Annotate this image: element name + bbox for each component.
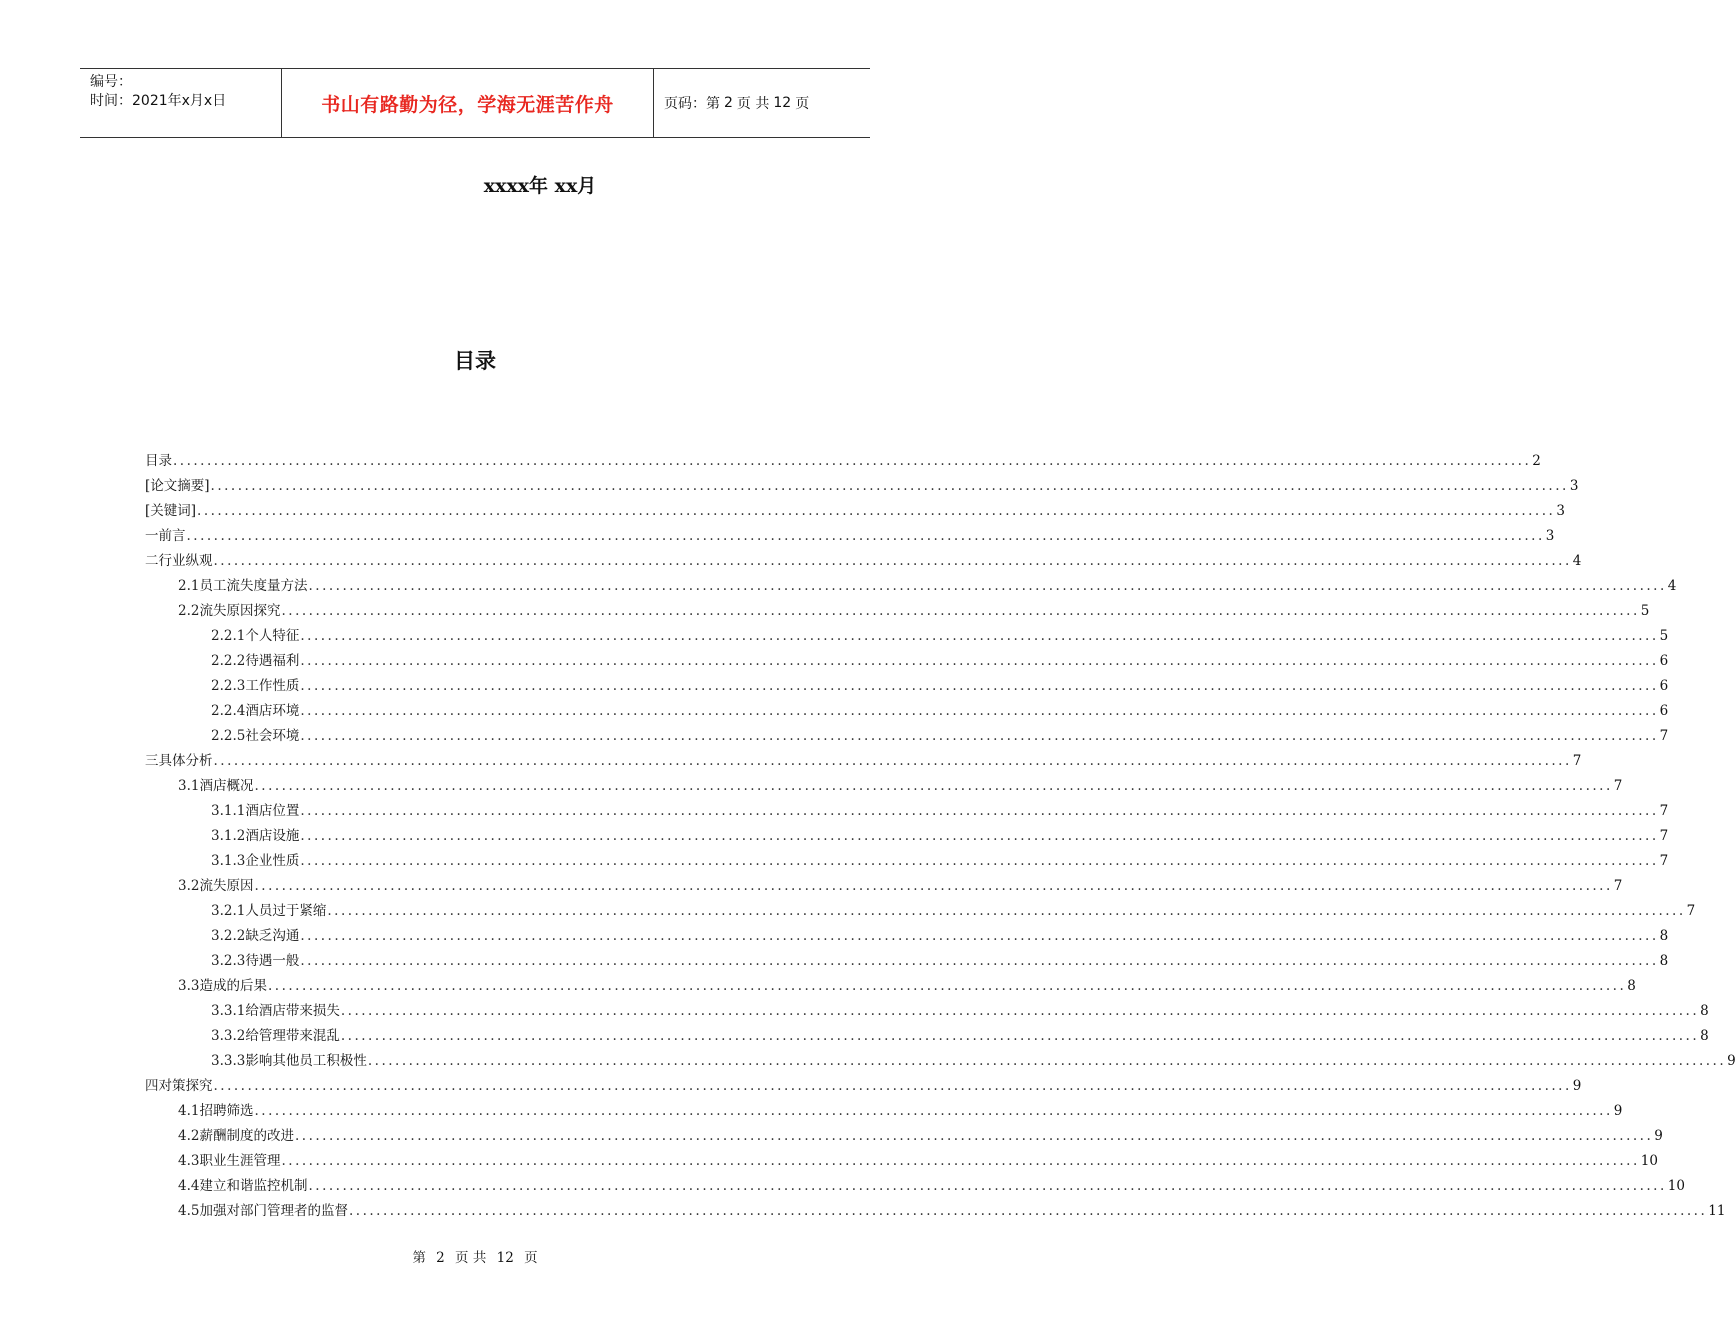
toc-leader-dots: ........................................................................................................................................................................................................ — [173, 453, 1532, 469]
toc-entry[interactable] — [145, 999, 1709, 1024]
toc-leader-dots: ........................................................................................................................................................................................................ — [213, 1078, 1572, 1094]
toc-entry-number: 4.4 — [178, 1178, 200, 1194]
toc-leader-dots: ........................................................................................................................................................................................................ — [254, 1103, 1613, 1119]
toc-entry-page: 7 — [1659, 828, 1669, 844]
toc-entry-page: 7 — [1659, 728, 1669, 744]
toc-leader-dots: ........................................................................................................................................................................................................ — [300, 853, 1659, 869]
toc-entry-page: 6 — [1659, 653, 1669, 669]
toc-entry-page: 6 — [1659, 703, 1669, 719]
toc-leader-dots: ........................................................................................................................................................................................................ — [300, 928, 1659, 944]
toc-entry-page: 4 — [1667, 578, 1677, 594]
toc-entry-number: 2.2.1 — [211, 628, 246, 644]
date-line: xxxx年 xx月 — [483, 175, 597, 197]
toc-entry-page: 3 — [1556, 503, 1565, 519]
toc-leader-dots: ........................................................................................................................................................................................................ — [340, 1003, 1700, 1019]
footer-prefix: 第 — [412, 1250, 426, 1266]
toc-entry[interactable] — [145, 724, 1669, 749]
toc-entry-number: 3.1.1 — [211, 803, 246, 819]
toc-entry-page: 8 — [1659, 953, 1669, 969]
toc-entry[interactable] — [145, 774, 1623, 799]
toc-entry-number: 3.1.3 — [211, 853, 246, 869]
toc-entry[interactable] — [145, 699, 1669, 724]
toc-entry-page: 7 — [1572, 753, 1582, 769]
toc-entry-page: 7 — [1686, 903, 1696, 919]
toc-entry[interactable] — [145, 1199, 1726, 1224]
toc-entry[interactable] — [145, 624, 1669, 649]
toc-entry-title: 酒店位置 — [245, 803, 300, 819]
page-footer — [0, 1246, 950, 1266]
toc-entry-number: 三 — [145, 753, 159, 769]
toc-entry-page: 5 — [1640, 603, 1650, 619]
toc-entry[interactable] — [145, 1049, 1736, 1074]
page-total: 12 — [773, 95, 792, 111]
toc-title: 目录 — [454, 349, 496, 373]
toc-leader-dots: ........................................................................................................................................................................................................ — [300, 953, 1659, 969]
toc-leader-dots: ........................................................................................................................................................................................................ — [213, 753, 1572, 769]
toc-entry-title: 目录 — [145, 453, 172, 469]
toc-entry[interactable] — [145, 749, 1582, 774]
toc-entry[interactable] — [145, 474, 1579, 499]
page-prefix: 页码：第 — [664, 96, 720, 112]
toc-entry-title: 待遇福利 — [245, 653, 300, 669]
toc-entry-title: 影响其他员工积极性 — [245, 1053, 367, 1069]
toc-leader-dots: ........................................................................................................................................................................................................ — [186, 528, 1545, 544]
toc-entry-title: 流失原因 — [199, 878, 254, 894]
toc-entry-page: 9 — [1613, 1103, 1623, 1119]
toc-entry-page: 11 — [1708, 1203, 1726, 1219]
toc-entry-title: 企业性质 — [245, 853, 300, 869]
toc-entry-title: 员工流失度量方法 — [199, 578, 308, 594]
toc-entry-number: 2.2.3 — [211, 678, 246, 694]
toc-entry-title: 造成的后果 — [199, 978, 267, 994]
toc-entry[interactable] — [145, 649, 1669, 674]
toc-leader-dots: ........................................................................................................................................................................................................ — [300, 703, 1659, 719]
toc-entry-number: 4.1 — [178, 1103, 200, 1119]
toc-entry[interactable] — [145, 924, 1669, 949]
toc-entry-title: 社会环境 — [245, 728, 300, 744]
toc-entry[interactable] — [145, 1174, 1685, 1199]
toc-leader-dots: ........................................................................................................................................................................................................ — [367, 1053, 1727, 1069]
toc-leader-dots: ........................................................................................................................................................................................................ — [308, 1178, 1667, 1194]
toc-entry[interactable] — [145, 449, 1541, 474]
toc-entry-title: [关键词] — [145, 503, 197, 519]
toc-entry[interactable] — [145, 974, 1636, 999]
toc-entry-title: 建立和谐监控机制 — [199, 1178, 308, 1194]
toc-leader-dots: ........................................................................................................................................................................................................ — [267, 978, 1627, 994]
toc-entry[interactable] — [145, 799, 1669, 824]
toc-entry[interactable] — [145, 524, 1555, 549]
toc-entry-title: 酒店环境 — [245, 703, 300, 719]
toc-entry[interactable] — [145, 574, 1677, 599]
toc-entry[interactable] — [145, 549, 1582, 574]
toc-entry-page: 8 — [1700, 1028, 1709, 1044]
toc-entry-number: 3.2 — [178, 878, 200, 894]
toc-entry-title: 薪酬制度的改进 — [199, 1128, 294, 1144]
toc-leader-dots: ........................................................................................................................................................................................................ — [300, 828, 1659, 844]
toc-entry-page: 7 — [1613, 778, 1623, 794]
toc-entry-page: 10 — [1667, 1178, 1685, 1194]
page-suffix: 页 — [795, 96, 810, 112]
toc-entry-number: 二 — [145, 553, 159, 569]
toc-entry[interactable] — [145, 874, 1623, 899]
toc-leader-dots: ........................................................................................................................................................................................................ — [213, 553, 1572, 569]
footer-page-total: 12 — [496, 1250, 514, 1266]
toc-entry-page: 7 — [1659, 853, 1669, 869]
toc-leader-dots: ........................................................................................................................................................................................................ — [300, 628, 1659, 644]
toc-entry-title: 具体分析 — [158, 753, 213, 769]
toc-leader-dots: ........................................................................................................................................................................................................ — [197, 503, 1556, 519]
toc-leader-dots: ........................................................................................................................................................................................................ — [254, 778, 1613, 794]
header-meta — [80, 69, 282, 137]
toc-leader-dots: ........................................................................................................................................................................................................ — [308, 578, 1667, 594]
toc-entry-page: 8 — [1659, 928, 1669, 944]
toc-entry-title: 流失原因探究 — [199, 603, 281, 619]
toc-entry-number: 3.1 — [178, 778, 200, 794]
toc-entry-title: 酒店概况 — [199, 778, 254, 794]
toc-entry[interactable] — [145, 1099, 1623, 1124]
toc-entry-title: [论文摘要] — [145, 478, 210, 494]
toc-entry-page: 9 — [1654, 1128, 1663, 1144]
toc-entry-title: 给管理带来混乱 — [245, 1028, 340, 1044]
footer-mid: 页 共 — [455, 1250, 487, 1266]
toc-entry-page: 9 — [1727, 1053, 1736, 1069]
toc-leader-dots: ........................................................................................................................................................................................................ — [300, 678, 1659, 694]
toc-leader-dots: ........................................................................................................................................................................................................ — [300, 728, 1659, 744]
page-number: 2 — [724, 95, 733, 111]
toc-entry-title: 缺乏沟通 — [245, 928, 300, 944]
toc-leader-dots: ........................................................................................................................................................................................................ — [281, 1153, 1640, 1169]
toc-entry-page: 10 — [1640, 1153, 1658, 1169]
toc-leader-dots: ........................................................................................................................................................................................................ — [327, 903, 1686, 919]
toc-entry-page: 8 — [1627, 978, 1636, 994]
toc-entry-title: 行业纵观 — [158, 553, 213, 569]
toc-leader-dots: ........................................................................................................................................................................................................ — [300, 653, 1659, 669]
toc-entry-number: 3.1.2 — [211, 828, 246, 844]
toc-entry-title: 前言 — [158, 528, 186, 544]
toc-entry-number: 3.3.3 — [211, 1053, 246, 1069]
toc-entry[interactable] — [145, 899, 1696, 924]
toc-leader-dots: ........................................................................................................................................................................................................ — [281, 603, 1640, 619]
toc-entry-number: 4.5 — [178, 1203, 200, 1219]
toc-entry-page: 9 — [1572, 1078, 1582, 1094]
toc-entry-title: 加强对部门管理者的监督 — [199, 1203, 348, 1219]
toc-entry-page: 5 — [1659, 628, 1669, 644]
toc-entry-title: 职业生涯管理 — [199, 1153, 281, 1169]
toc-entry-number: 3.2.2 — [211, 928, 246, 944]
toc-entry-number: 3.2.1 — [211, 903, 246, 919]
toc-entry-page: 4 — [1572, 553, 1582, 569]
toc-leader-dots: ........................................................................................................................................................................................................ — [254, 878, 1613, 894]
time-label: 时间：2021年x月x日 — [90, 93, 227, 109]
toc-entry-title: 待遇一般 — [245, 953, 300, 969]
toc-entry-number: 3.3 — [178, 978, 200, 994]
toc-entry-title: 给酒店带来损失 — [245, 1003, 340, 1019]
toc-entry-title: 人员过于紧缩 — [245, 903, 327, 919]
toc-leader-dots: ........................................................................................................................................................................................................ — [210, 478, 1569, 494]
toc-entry[interactable] — [145, 599, 1650, 624]
header-page-info — [654, 69, 870, 137]
toc-entry-page: 3 — [1569, 478, 1579, 494]
toc-entry[interactable] — [145, 499, 1565, 524]
toc-entry-title: 招聘筛选 — [199, 1103, 254, 1119]
toc-entry[interactable] — [145, 949, 1669, 974]
toc-entry-number: 3.2.3 — [211, 953, 246, 969]
table-of-contents — [145, 449, 1736, 1224]
footer-suffix: 页 — [524, 1250, 538, 1266]
toc-entry-title: 酒店设施 — [245, 828, 300, 844]
toc-entry-page: 6 — [1659, 678, 1669, 694]
toc-entry-number: 四 — [145, 1078, 159, 1094]
toc-leader-dots: ........................................................................................................................................................................................................ — [294, 1128, 1654, 1144]
toc-entry-title: 对策探究 — [158, 1078, 213, 1094]
toc-entry-number: 4.2 — [178, 1128, 200, 1144]
toc-entry[interactable] — [145, 1124, 1663, 1149]
serial-label: 编号： — [90, 74, 132, 90]
toc-entry[interactable] — [145, 1149, 1658, 1174]
toc-entry[interactable] — [145, 849, 1669, 874]
toc-entry-page: 7 — [1659, 803, 1669, 819]
toc-entry-number: 2.2.2 — [211, 653, 246, 669]
toc-entry[interactable] — [145, 1074, 1582, 1099]
toc-entry-number: 3.3.1 — [211, 1003, 246, 1019]
toc-entry-number: 2.1 — [178, 578, 200, 594]
page-header — [80, 68, 870, 138]
toc-entry-page: 7 — [1613, 878, 1623, 894]
toc-entry-title: 工作性质 — [245, 678, 300, 694]
toc-entry[interactable] — [145, 1024, 1709, 1049]
toc-leader-dots: ........................................................................................................................................................................................................ — [348, 1203, 1708, 1219]
toc-entry-number: 一 — [145, 528, 159, 544]
page-mid: 页 共 — [736, 96, 770, 112]
toc-entry-title: 个人特征 — [245, 628, 300, 644]
toc-entry-number: 2.2 — [178, 603, 200, 619]
footer-page-number: 2 — [436, 1250, 445, 1266]
toc-entry-number: 3.3.2 — [211, 1028, 246, 1044]
toc-entry-page: 3 — [1545, 528, 1555, 544]
toc-entry-page: 2 — [1532, 453, 1541, 469]
toc-entry-number: 2.2.4 — [211, 703, 246, 719]
toc-leader-dots: ........................................................................................................................................................................................................ — [340, 1028, 1700, 1044]
toc-entry[interactable] — [145, 674, 1669, 699]
toc-leader-dots: ........................................................................................................................................................................................................ — [300, 803, 1659, 819]
toc-entry-page: 8 — [1700, 1003, 1709, 1019]
toc-entry-number: 2.2.5 — [211, 728, 246, 744]
toc-entry-number: 4.3 — [178, 1153, 200, 1169]
header-motto: 书山有路勤为径，学海无涯苦作舟 — [282, 69, 654, 137]
toc-entry[interactable] — [145, 824, 1669, 849]
